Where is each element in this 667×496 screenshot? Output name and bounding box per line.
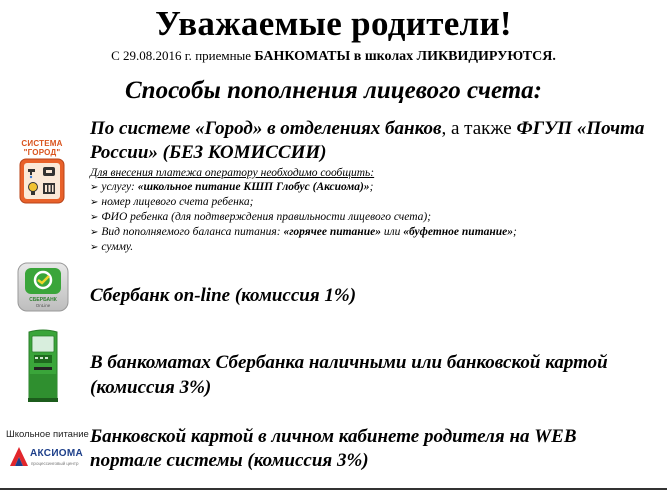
city-label-bottom: "ГОРОД" (23, 148, 61, 157)
arrow-bullet-icon: ➢ (90, 227, 99, 238)
axioma-logo-caption: Школьное питание (6, 429, 89, 440)
web-portal-method-title: Банковской картой в личном кабинете родителя на WEB портале системы (комиссия 3%) (90, 426, 577, 471)
atm-method-title: В банкоматах Сбербанка наличными или банковской картой (комиссия 3%) (90, 352, 608, 398)
bottom-divider (0, 488, 667, 490)
list-item: ➢ сумму. (90, 241, 134, 253)
list-item: ➢ ФИО ребенка (для подтверждения правильности лицевого счета); (90, 211, 432, 223)
axioma-logo-icon (9, 446, 29, 473)
axioma-logo-sub: процессинговый центр (31, 461, 79, 466)
notice-mid: приемные (195, 48, 252, 63)
city-system-label (14, 139, 70, 157)
svg-text:СБЕРБАНК: СБЕРБАНК (29, 297, 57, 303)
atm-terminal-icon (23, 328, 63, 409)
arrow-bullet-icon: ➢ (90, 242, 99, 253)
list-item: ➢ Вид пополняемого баланса питания: «горячее питание» или «буфетное питание»; (90, 226, 517, 238)
arrow-bullet-icon: ➢ (90, 197, 99, 208)
arrow-bullet-icon: ➢ (90, 212, 99, 223)
sberbank-online-title: Сбербанк on-line (комиссия 1%) (90, 285, 357, 306)
notice-date: С 29.08.2016 г. (111, 48, 192, 63)
notice-line (0, 47, 667, 66)
list-item: ➢ услугу: «школьное питание КШП Глобус (Аксиома)»; (90, 181, 374, 193)
list-item: ➢ номер лицевого счета ребенка; (90, 196, 254, 208)
city-label-top: СИСТЕМА (21, 139, 63, 148)
page-title: Уважаемые родители! (155, 4, 512, 43)
city-title-part2: , а также (441, 118, 512, 139)
arrow-bullet-icon: ➢ (90, 182, 99, 193)
city-title-part1: По системе «Город» в отделениях банков (90, 118, 442, 139)
operator-hint: Для внесения платежа оператору необходимо сообщить: (90, 167, 375, 179)
axioma-logo-name: АКСИОМА (30, 448, 84, 459)
city-method-title (90, 117, 650, 165)
city-system-icon (19, 158, 65, 209)
subtitle: Способы пополнения лицевого счета: (124, 77, 542, 104)
requirements-list (90, 180, 517, 255)
svg-text:OnLine: OnLine (35, 303, 51, 308)
notice-bold: БАНКОМАТЫ в школах ЛИКВИДИРУЮТСЯ. (254, 49, 556, 64)
city-title-part3: ФГУП «Почта России» (БЕЗ КОМИССИИ) (90, 118, 645, 163)
sberbank-online-icon (17, 262, 69, 317)
